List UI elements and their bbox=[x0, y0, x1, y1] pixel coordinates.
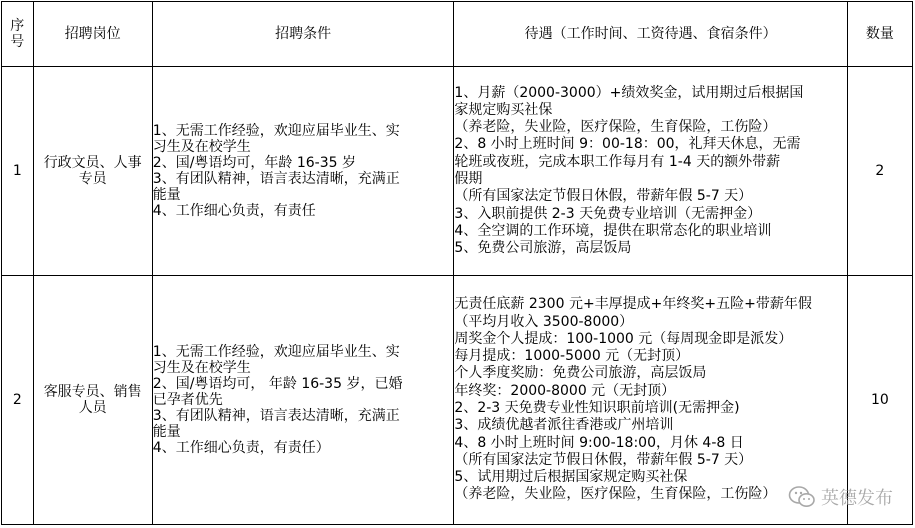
header-serial-line-1: 序 bbox=[10, 18, 25, 34]
table-row bbox=[2, 276, 913, 525]
benefit-line: 5、免费公司旅游，高层饭局 bbox=[454, 240, 632, 257]
benefit-line: 轮班或夜班，完成本职工作每月有 1-4 天的额外带薪 bbox=[454, 153, 781, 170]
benefit-line: 3、成绩优越者派往香港或广州培训 bbox=[454, 417, 674, 434]
header-position: 招聘岗位 bbox=[33, 2, 152, 67]
row-serial-number: 2 bbox=[2, 276, 34, 525]
requirement-line: 能量 bbox=[152, 424, 181, 440]
benefit-line: 周奖金个人提成：100-1000 元（每周现金即是派发） bbox=[454, 330, 793, 347]
requirement-line: 1、无需工作经验，欢迎应届毕业生、实 bbox=[152, 344, 400, 360]
benefit-line: 年终奖：2000-8000 元（无封顶） bbox=[454, 382, 676, 399]
requirement-line: 已孕者优先 bbox=[152, 392, 223, 408]
benefit-line: 每月提成：1000-5000 元（无封顶） bbox=[454, 348, 690, 365]
benefit-line: 4、8 小时上班时间 9:00-18:00，月休 4-8 日 bbox=[454, 434, 744, 451]
recruitment-table bbox=[1, 1, 913, 525]
row-quantity: 10 bbox=[847, 276, 912, 525]
requirement-line: 4、工作细心负责，有责任 bbox=[152, 203, 316, 219]
benefit-line: 3、入职前提供 2-3 天免费专业培训（无需押金） bbox=[454, 205, 762, 222]
benefit-line: （养老险，失业险，医疗保险，生育保险，工伤险） bbox=[454, 119, 777, 136]
header-benefits: 待遇（工作时间、工资待遇、食宿条件） bbox=[454, 2, 847, 67]
requirement-line: 4、工作细心负责，有责任） bbox=[152, 440, 330, 456]
benefit-line: 2、2-3 天免费专业性知识职前培训(无需押金) bbox=[454, 400, 740, 416]
benefit-line: （平均月收入 3500-8000） bbox=[454, 313, 634, 330]
row-position bbox=[33, 276, 152, 525]
benefit-line: 家规定购买社保 bbox=[454, 101, 553, 118]
benefit-line: 无责任底薪 2300 元+丰厚提成+年终奖+五险+带薪年假 bbox=[454, 296, 812, 313]
benefit-line: 4、全空调的工作环境，提供在职常态化的职业培训 bbox=[454, 222, 772, 239]
benefit-line: （所有国家法定节假日休假，带薪年假 5-7 天） bbox=[454, 188, 753, 205]
table-row bbox=[2, 67, 913, 276]
header-serial-number bbox=[2, 2, 34, 67]
benefit-line: 1、月薪（2000-3000）+绩效奖金，试用期过后根据国 bbox=[454, 84, 804, 101]
position-line: 专员 bbox=[78, 171, 107, 187]
position-line: 行政文员、人事 bbox=[43, 155, 142, 171]
watermark bbox=[788, 484, 893, 510]
header-requirements: 招聘条件 bbox=[152, 2, 454, 67]
header-serial-line-2: 号 bbox=[10, 34, 25, 50]
position-line: 客服专员、销售 bbox=[43, 384, 142, 400]
row-position bbox=[33, 67, 152, 276]
benefit-line: （养老险，失业险，医疗保险，生育保险，工伤险） bbox=[454, 486, 777, 503]
benefit-line: （所有国家法定节假日休假，带薪年假 5-7 天） bbox=[454, 451, 753, 468]
row-quantity: 2 bbox=[847, 67, 912, 276]
requirement-line: 习生及在校学生 bbox=[152, 139, 251, 155]
requirement-line: 3、有团队精神，语言表达清晰，充满正 bbox=[152, 171, 400, 187]
watermark-text: 英德发布 bbox=[821, 488, 893, 509]
requirement-line: 2、国/粤语均可，年龄 16-35 岁 bbox=[152, 155, 357, 171]
requirement-line: 2、国/粤语均可， 年龄 16-35 岁，已婚 bbox=[152, 376, 403, 392]
row-requirements bbox=[152, 276, 454, 525]
benefit-line: 2、8 小时上班时间 9：00-18：00，礼拜天休息，无需 bbox=[454, 136, 801, 153]
requirement-line: 习生及在校学生 bbox=[152, 360, 251, 376]
requirement-line: 能量 bbox=[152, 187, 181, 203]
wechat-icon bbox=[788, 485, 816, 509]
header-quantity: 数量 bbox=[847, 2, 912, 67]
benefit-line: 假期 bbox=[454, 171, 483, 187]
row-serial-number: 1 bbox=[2, 67, 34, 276]
benefit-line: 个人季度奖励：免费公司旅游，高层饭局 bbox=[454, 365, 707, 382]
position-line: 人员 bbox=[78, 400, 107, 416]
table-header-row bbox=[2, 2, 913, 67]
row-benefits bbox=[454, 67, 847, 276]
benefit-line: 5、试用期过后根据国家规定购买社保 bbox=[454, 469, 688, 486]
row-requirements bbox=[152, 67, 454, 276]
requirement-line: 1、无需工作经验，欢迎应届毕业生、实 bbox=[152, 123, 400, 139]
requirement-line: 3、有团队精神，语言表达清晰，充满正 bbox=[152, 408, 400, 424]
